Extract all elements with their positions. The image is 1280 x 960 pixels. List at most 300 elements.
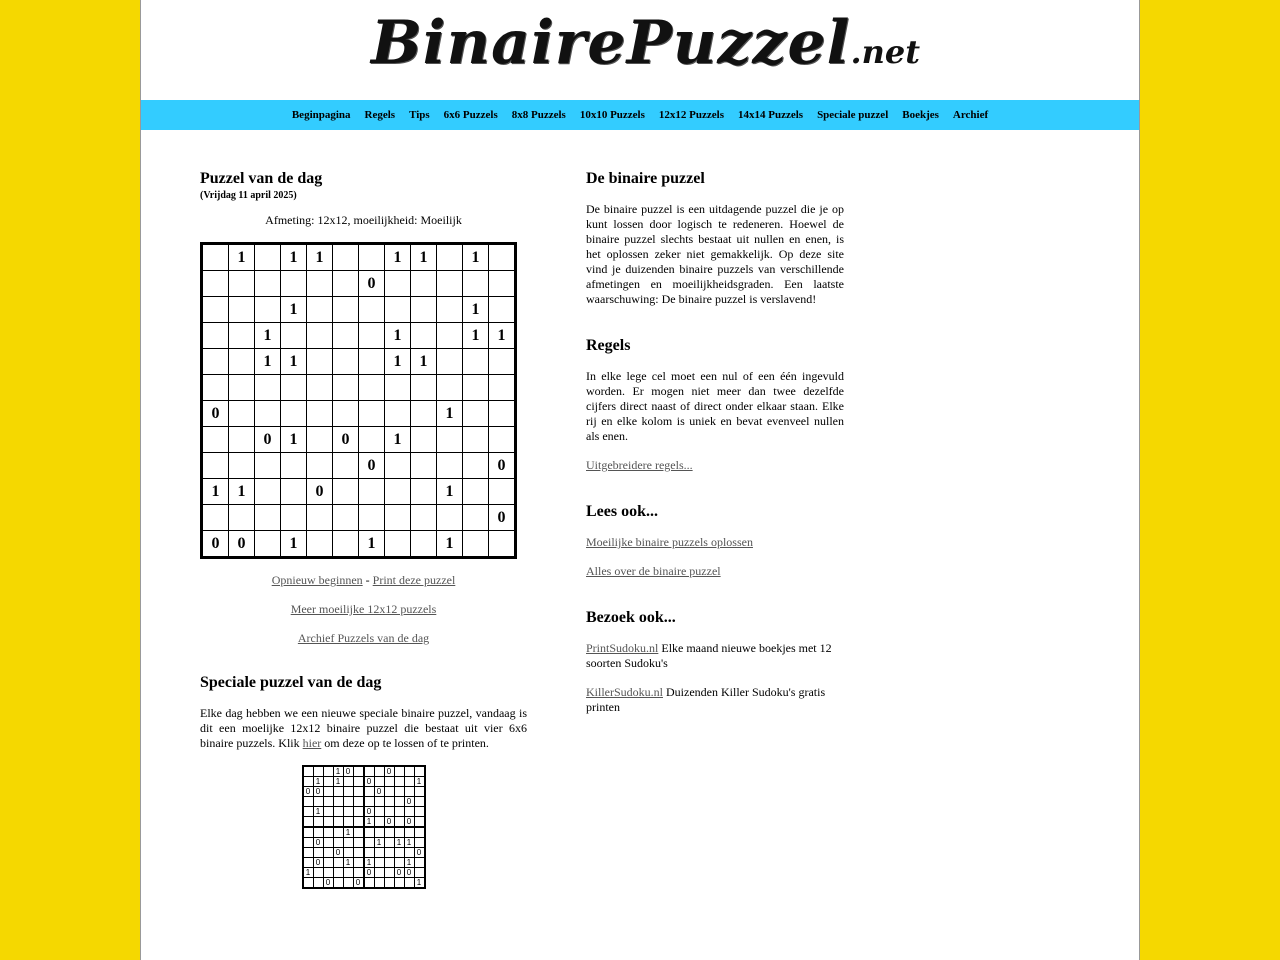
grid-cell[interactable] <box>255 349 281 375</box>
site-logo[interactable] <box>371 8 920 88</box>
grid-cell[interactable] <box>333 375 359 401</box>
cell-value: 1 <box>396 837 402 847</box>
cell-value: 0 <box>315 837 321 847</box>
grid-cell[interactable] <box>411 375 437 401</box>
killersudoku-link[interactable]: KillerSudoku.nl <box>586 685 663 699</box>
grid-cell <box>303 838 314 848</box>
grid-cell[interactable] <box>229 244 255 271</box>
grid-cell[interactable] <box>411 453 437 479</box>
nav-speciale-puzzel[interactable]: Speciale puzzel <box>817 109 889 121</box>
grid-cell[interactable] <box>411 401 437 427</box>
special-puzzle-link[interactable]: hier <box>302 736 322 750</box>
grid-cell[interactable] <box>333 244 359 271</box>
grid-cell[interactable] <box>359 401 385 427</box>
grid-cell[interactable] <box>385 375 411 401</box>
cell-value: 0 <box>386 766 392 776</box>
cell-value: 1 <box>335 766 341 776</box>
printsudoku-link[interactable]: PrintSudoku.nl <box>586 641 659 655</box>
grid-cell <box>303 878 314 889</box>
grid-cell[interactable] <box>385 479 411 505</box>
grid-row <box>303 858 425 868</box>
nav-8x8-puzzels[interactable]: 8x8 Puzzels <box>511 109 566 121</box>
grid-cell[interactable] <box>411 271 437 297</box>
grid-cell <box>414 797 425 807</box>
cell-value: 0 <box>386 816 392 826</box>
grid-cell <box>303 777 314 787</box>
grid-cell[interactable] <box>411 323 437 349</box>
grid-cell <box>394 797 404 807</box>
grid-cell[interactable] <box>255 531 281 558</box>
grid-cell <box>333 807 343 817</box>
grid-cell <box>404 827 414 838</box>
grid-cell[interactable] <box>437 531 463 558</box>
puzzle-info: Afmeting: 12x12, moeilijkheid: Moeilijk <box>265 213 462 227</box>
grid-cell[interactable] <box>281 271 307 297</box>
grid-cell[interactable] <box>202 244 229 271</box>
grid-cell[interactable] <box>359 505 385 531</box>
grid-cell[interactable] <box>385 271 411 297</box>
more-puzzles-link[interactable]: Meer moeilijke 12x12 puzzels <box>290 602 437 616</box>
grid-cell[interactable] <box>229 323 255 349</box>
grid-cell <box>303 817 314 828</box>
grid-cell[interactable] <box>333 401 359 427</box>
grid-cell <box>384 807 394 817</box>
grid-cell[interactable] <box>333 479 359 505</box>
grid-cell[interactable] <box>202 427 229 453</box>
nav-archief[interactable]: Archief <box>952 109 989 121</box>
grid-cell[interactable] <box>385 244 411 271</box>
grid-cell[interactable] <box>489 297 516 323</box>
grid-cell[interactable] <box>463 349 489 375</box>
grid-cell[interactable] <box>229 375 255 401</box>
cell-value: 0 <box>211 534 220 552</box>
grid-cell <box>343 858 353 868</box>
grid-cell <box>313 868 323 878</box>
grid-cell[interactable] <box>437 244 463 271</box>
cell-value: 1 <box>366 816 372 826</box>
grid-cell[interactable] <box>359 479 385 505</box>
grid-cell[interactable] <box>281 427 307 453</box>
grid-cell <box>353 777 364 787</box>
grid-cell[interactable] <box>359 323 385 349</box>
grid-cell <box>333 817 343 828</box>
grid-cell[interactable] <box>255 505 281 531</box>
grid-cell[interactable] <box>463 531 489 558</box>
special-puzzle-grid[interactable] <box>302 765 426 889</box>
grid-cell <box>394 807 404 817</box>
grid-cell <box>313 787 323 797</box>
grid-row <box>202 349 516 375</box>
grid-cell <box>333 878 343 889</box>
cell-value: 0 <box>263 430 272 448</box>
cell-value: 0 <box>345 766 351 776</box>
hard-puzzles-link[interactable]: Moeilijke binaire puzzels oplossen <box>586 535 753 549</box>
grid-cell[interactable] <box>307 297 333 323</box>
grid-cell <box>323 878 333 889</box>
grid-cell <box>313 817 323 828</box>
grid-cell <box>414 868 425 878</box>
cell-value: 0 <box>366 806 372 816</box>
grid-row <box>303 878 425 889</box>
grid-cell[interactable] <box>437 271 463 297</box>
rules-title: Regels <box>586 337 631 354</box>
grid-cell[interactable] <box>281 375 307 401</box>
grid-row <box>303 817 425 828</box>
grid-cell[interactable] <box>437 297 463 323</box>
grid-cell[interactable] <box>281 349 307 375</box>
grid-cell[interactable] <box>229 401 255 427</box>
grid-cell[interactable] <box>255 271 281 297</box>
grid-cell[interactable] <box>437 375 463 401</box>
daily-puzzle-title: Puzzel van de dag <box>200 170 323 187</box>
grid-cell[interactable] <box>437 323 463 349</box>
grid-cell[interactable] <box>359 453 385 479</box>
grid-cell <box>374 787 384 797</box>
grid-cell[interactable] <box>202 453 229 479</box>
grid-cell <box>414 817 425 828</box>
grid-cell <box>323 848 333 858</box>
grid-cell[interactable] <box>411 244 437 271</box>
grid-cell[interactable] <box>307 427 333 453</box>
cell-value: 1 <box>289 430 298 448</box>
grid-cell <box>364 838 375 848</box>
cell-value: 1 <box>315 776 321 786</box>
grid-cell <box>364 827 375 838</box>
grid-cell <box>394 858 404 868</box>
grid-cell[interactable] <box>489 453 516 479</box>
grid-cell[interactable] <box>202 505 229 531</box>
grid-cell[interactable] <box>307 531 333 558</box>
grid-cell[interactable] <box>333 349 359 375</box>
cell-value: 0 <box>497 456 506 474</box>
cell-value: 1 <box>445 534 454 552</box>
grid-cell[interactable] <box>229 297 255 323</box>
grid-cell[interactable] <box>307 479 333 505</box>
grid-cell[interactable] <box>307 244 333 271</box>
grid-cell <box>394 878 404 889</box>
grid-cell[interactable] <box>202 375 229 401</box>
grid-cell <box>404 868 414 878</box>
grid-cell <box>303 797 314 807</box>
cell-value: 1 <box>497 326 506 344</box>
grid-cell[interactable] <box>489 401 516 427</box>
grid-cell[interactable] <box>463 375 489 401</box>
grid-cell[interactable] <box>202 531 229 558</box>
grid-cell <box>384 817 394 828</box>
grid-cell[interactable] <box>333 453 359 479</box>
cell-value: 1 <box>345 827 351 837</box>
grid-cell[interactable] <box>202 271 229 297</box>
grid-cell[interactable] <box>411 479 437 505</box>
cell-value: 1 <box>471 300 480 318</box>
grid-cell <box>394 777 404 787</box>
grid-cell[interactable] <box>281 505 307 531</box>
about-title: De binaire puzzel <box>586 170 705 187</box>
grid-cell[interactable] <box>333 531 359 558</box>
grid-cell <box>414 858 425 868</box>
grid-cell[interactable] <box>385 401 411 427</box>
grid-cell[interactable] <box>489 244 516 271</box>
grid-cell[interactable] <box>229 505 255 531</box>
cell-value: 1 <box>237 248 246 266</box>
grid-cell[interactable] <box>385 505 411 531</box>
cell-value: 1 <box>471 326 480 344</box>
grid-cell[interactable] <box>281 297 307 323</box>
read-also-title: Lees ook... <box>586 503 658 520</box>
grid-cell <box>353 817 364 828</box>
grid-cell[interactable] <box>202 297 229 323</box>
grid-cell <box>384 797 394 807</box>
nav-boekjes[interactable]: Boekjes <box>902 109 939 121</box>
grid-cell[interactable] <box>255 323 281 349</box>
nav-tips[interactable]: Tips <box>409 109 430 121</box>
grid-cell[interactable] <box>255 401 281 427</box>
grid-cell <box>343 838 353 848</box>
grid-cell <box>353 858 364 868</box>
grid-cell[interactable] <box>489 271 516 297</box>
grid-cell[interactable] <box>359 244 385 271</box>
grid-cell[interactable] <box>437 453 463 479</box>
visit-item: KillerSudoku.nl Duizenden Killer Sudoku's gratis printen <box>586 685 826 714</box>
grid-row <box>202 453 516 479</box>
all-about-link[interactable]: Alles over de binaire puzzel <box>586 564 721 578</box>
grid-cell[interactable] <box>255 479 281 505</box>
grid-row <box>303 787 425 797</box>
grid-cell <box>364 817 375 828</box>
grid-cell <box>313 848 323 858</box>
grid-row <box>202 427 516 453</box>
grid-cell <box>323 858 333 868</box>
grid-cell[interactable] <box>333 427 359 453</box>
grid-cell <box>404 787 414 797</box>
grid-cell[interactable] <box>489 375 516 401</box>
grid-cell[interactable] <box>437 505 463 531</box>
right-column <box>586 170 844 715</box>
grid-cell[interactable] <box>307 505 333 531</box>
grid-cell <box>384 878 394 889</box>
grid-cell[interactable] <box>229 349 255 375</box>
grid-cell <box>374 848 384 858</box>
grid-cell[interactable] <box>202 323 229 349</box>
grid-cell <box>313 777 323 787</box>
grid-cell <box>343 807 353 817</box>
grid-cell <box>353 838 364 848</box>
grid-cell[interactable] <box>463 427 489 453</box>
grid-cell[interactable] <box>385 453 411 479</box>
nav-12x12-puzzels[interactable]: 12x12 Puzzels <box>658 109 724 121</box>
grid-cell <box>364 868 375 878</box>
grid-cell <box>323 777 333 787</box>
grid-cell[interactable] <box>411 505 437 531</box>
grid-cell <box>414 807 425 817</box>
grid-cell[interactable] <box>281 244 307 271</box>
grid-row <box>202 271 516 297</box>
grid-cell[interactable] <box>359 297 385 323</box>
grid-cell[interactable] <box>307 349 333 375</box>
nav-6x6-puzzels[interactable]: 6x6 Puzzels <box>443 109 498 121</box>
grid-cell[interactable] <box>463 297 489 323</box>
grid-cell <box>333 838 343 848</box>
grid-cell <box>323 817 333 828</box>
grid-cell[interactable] <box>385 297 411 323</box>
grid-cell[interactable] <box>281 479 307 505</box>
cell-value: 1 <box>305 867 311 877</box>
grid-cell <box>374 766 384 777</box>
grid-cell[interactable] <box>229 479 255 505</box>
main-navigation <box>141 100 1139 130</box>
grid-cell <box>374 858 384 868</box>
grid-cell[interactable] <box>333 297 359 323</box>
grid-cell <box>394 817 404 828</box>
grid-cell <box>323 797 333 807</box>
cell-value: 0 <box>237 534 246 552</box>
cell-value: 1 <box>376 837 382 847</box>
grid-cell[interactable] <box>307 323 333 349</box>
cell-value: 1 <box>367 534 376 552</box>
restart-link[interactable]: Opnieuw beginnen <box>271 573 363 587</box>
grid-cell[interactable] <box>437 427 463 453</box>
extended-rules-link[interactable]: Uitgebreidere regels... <box>586 458 693 472</box>
grid-cell[interactable] <box>437 479 463 505</box>
grid-cell <box>343 817 353 828</box>
grid-cell[interactable] <box>307 375 333 401</box>
grid-cell[interactable] <box>463 479 489 505</box>
grid-cell[interactable] <box>411 349 437 375</box>
grid-cell[interactable] <box>255 244 281 271</box>
grid-cell[interactable] <box>463 453 489 479</box>
grid-row <box>303 838 425 848</box>
grid-cell <box>394 838 404 848</box>
grid-cell[interactable] <box>359 349 385 375</box>
grid-cell <box>343 848 353 858</box>
grid-cell[interactable] <box>489 427 516 453</box>
grid-cell[interactable] <box>437 349 463 375</box>
grid-cell[interactable] <box>463 271 489 297</box>
grid-cell[interactable] <box>463 323 489 349</box>
nav-beginpagina[interactable]: Beginpagina <box>291 109 351 121</box>
grid-cell[interactable] <box>255 375 281 401</box>
grid-cell <box>404 858 414 868</box>
grid-row <box>202 479 516 505</box>
cell-value: 1 <box>393 430 402 448</box>
grid-cell <box>313 797 323 807</box>
grid-cell[interactable] <box>411 297 437 323</box>
grid-cell[interactable] <box>359 531 385 558</box>
grid-cell[interactable] <box>359 427 385 453</box>
grid-cell[interactable] <box>333 505 359 531</box>
grid-cell[interactable] <box>463 505 489 531</box>
grid-cell[interactable] <box>255 453 281 479</box>
grid-cell[interactable] <box>229 531 255 558</box>
grid-cell <box>303 827 314 838</box>
grid-cell[interactable] <box>307 453 333 479</box>
grid-cell[interactable] <box>307 401 333 427</box>
grid-cell[interactable] <box>489 531 516 558</box>
grid-cell[interactable] <box>463 401 489 427</box>
grid-cell[interactable] <box>385 323 411 349</box>
grid-cell <box>313 838 323 848</box>
grid-cell <box>323 827 333 838</box>
grid-cell <box>303 766 314 777</box>
grid-cell[interactable] <box>202 401 229 427</box>
grid-cell <box>404 817 414 828</box>
grid-cell[interactable] <box>385 349 411 375</box>
grid-cell[interactable] <box>333 271 359 297</box>
grid-row <box>202 323 516 349</box>
grid-cell[interactable] <box>385 427 411 453</box>
grid-cell[interactable] <box>229 271 255 297</box>
cell-value: 1 <box>211 482 220 500</box>
nav-regels[interactable]: Regels <box>364 109 396 121</box>
grid-cell[interactable] <box>281 401 307 427</box>
grid-cell[interactable] <box>437 401 463 427</box>
grid-cell[interactable] <box>202 479 229 505</box>
grid-cell[interactable] <box>489 323 516 349</box>
grid-cell[interactable] <box>411 427 437 453</box>
cell-value: 1 <box>315 248 324 266</box>
cell-value: 0 <box>355 877 361 887</box>
grid-cell[interactable] <box>463 244 489 271</box>
cell-value: 1 <box>366 857 372 867</box>
grid-cell[interactable] <box>411 531 437 558</box>
grid-cell[interactable] <box>489 349 516 375</box>
grid-cell[interactable] <box>202 349 229 375</box>
grid-cell[interactable] <box>489 505 516 531</box>
grid-cell <box>414 848 425 858</box>
grid-cell[interactable] <box>359 271 385 297</box>
grid-cell[interactable] <box>281 531 307 558</box>
page-container <box>140 0 1140 960</box>
grid-cell <box>404 878 414 889</box>
grid-cell <box>323 787 333 797</box>
grid-cell[interactable] <box>255 297 281 323</box>
print-puzzle-link[interactable]: Print deze puzzel <box>372 573 456 587</box>
grid-cell <box>364 858 375 868</box>
grid-cell[interactable] <box>281 323 307 349</box>
grid-cell[interactable] <box>359 375 385 401</box>
grid-cell[interactable] <box>281 453 307 479</box>
grid-cell <box>404 807 414 817</box>
cell-value: 1 <box>419 248 428 266</box>
grid-cell <box>414 787 425 797</box>
grid-cell <box>343 787 353 797</box>
grid-cell <box>343 868 353 878</box>
cell-value: 0 <box>325 877 331 887</box>
nav-10x10-puzzels[interactable]: 10x10 Puzzels <box>579 109 645 121</box>
about-text: De binaire puzzel is een uitdagende puzzel die je op kunt lossen door logisch te redeneren. Hoewel de binaire puzzel slechts bestaat uit nullen en enen, is het oplossen zeker niet gemakkelijk. Op deze site vind je duizenden binaire puzzels van verschillende afmetingen en moeilijkheidsgraden. Een laatste waarschuwing: De binaire puzzel is verslavend! <box>586 202 844 306</box>
grid-cell[interactable] <box>333 323 359 349</box>
grid-cell <box>323 868 333 878</box>
cell-value: 1 <box>289 300 298 318</box>
grid-cell[interactable] <box>229 453 255 479</box>
cell-value: 1 <box>445 404 454 422</box>
grid-cell[interactable] <box>489 479 516 505</box>
grid-cell[interactable] <box>255 427 281 453</box>
grid-cell <box>343 777 353 787</box>
grid-cell <box>384 858 394 868</box>
grid-cell <box>374 807 384 817</box>
grid-cell[interactable] <box>385 531 411 558</box>
grid-row <box>303 848 425 858</box>
grid-cell <box>303 858 314 868</box>
cell-value: 0 <box>367 456 376 474</box>
grid-cell[interactable] <box>229 427 255 453</box>
grid-cell[interactable] <box>307 271 333 297</box>
archive-link[interactable]: Archief Puzzels van de dag <box>297 631 430 645</box>
nav-14x14-puzzels[interactable]: 14x14 Puzzels <box>737 109 804 121</box>
grid-cell <box>374 797 384 807</box>
cell-value: 1 <box>471 248 480 266</box>
